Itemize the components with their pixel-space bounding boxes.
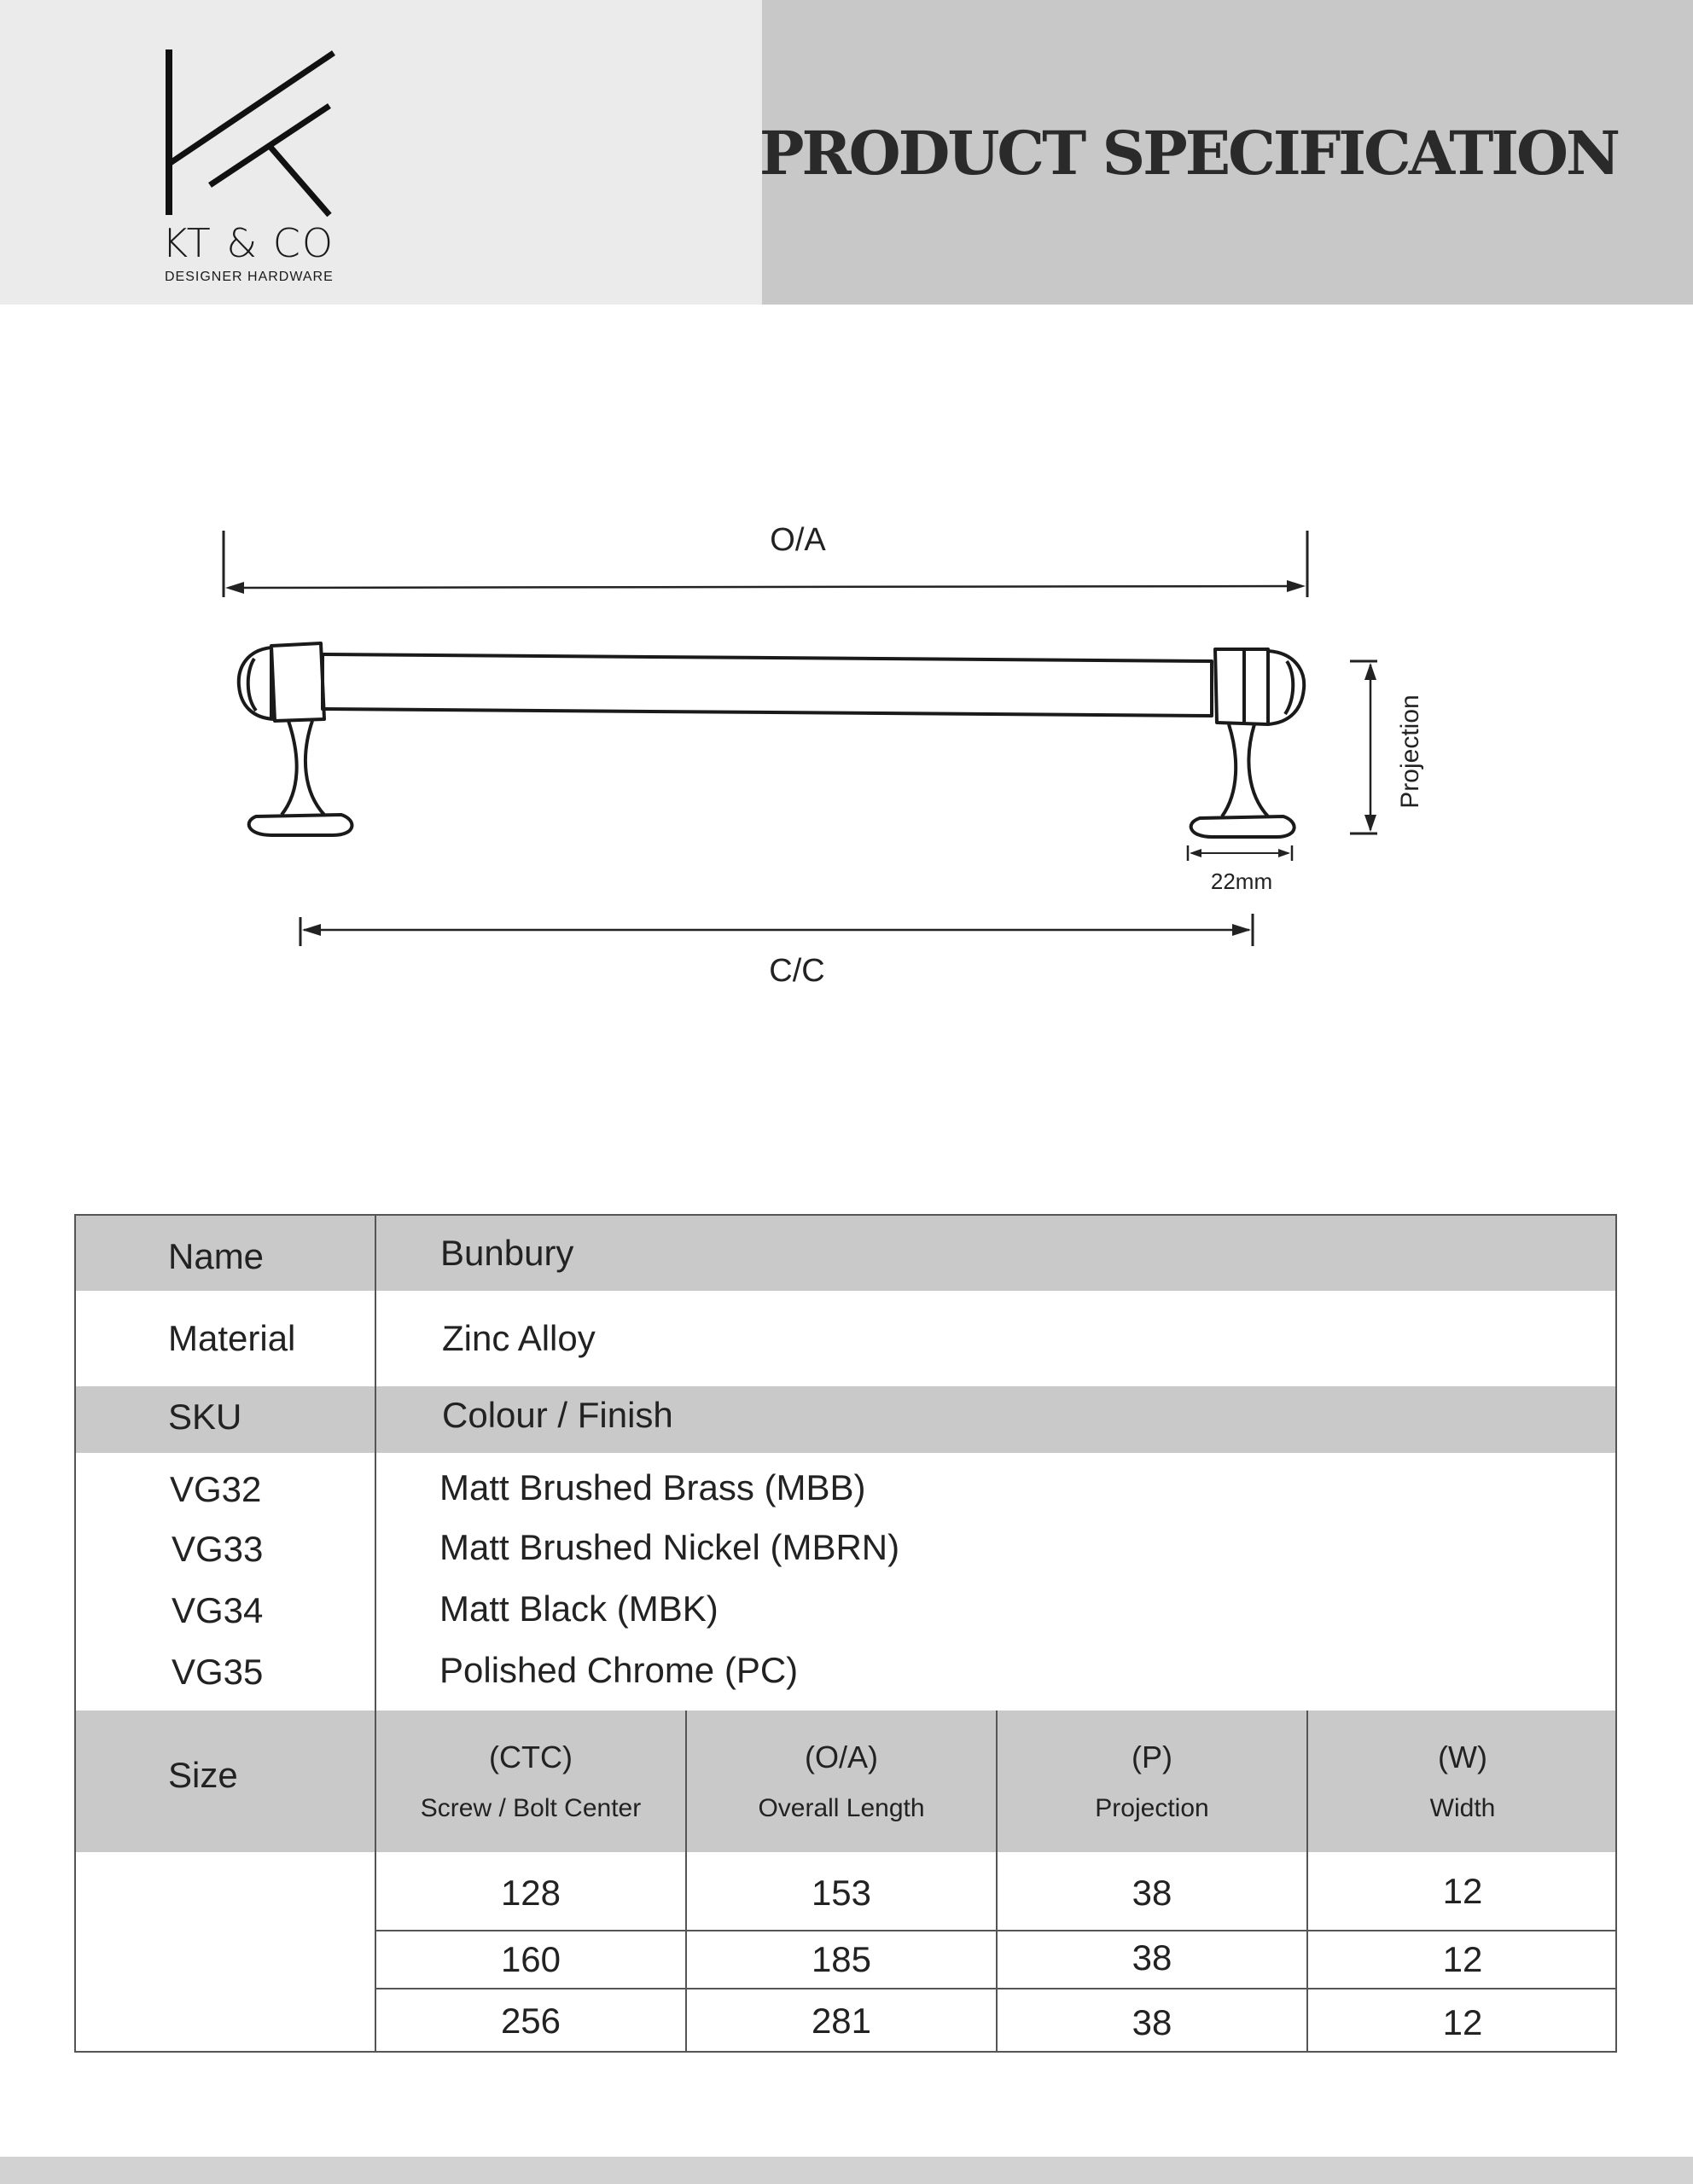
label-column-divider — [375, 1216, 376, 2051]
size-p-value: 38 — [1132, 2002, 1172, 2042]
projection-dimension — [1350, 661, 1424, 834]
page-title: PRODUCT SPECIFICATION — [759, 118, 1618, 189]
column-desc: Screw / Bolt Center — [420, 1794, 642, 1822]
size-row-divider — [375, 1930, 1617, 1931]
variant-finish: Polished Chrome (PC) — [439, 1650, 799, 1690]
size-column-header-oa — [687, 1740, 996, 1823]
foot-width-label: 22mm — [1210, 868, 1273, 894]
size-ctc-value: 128 — [500, 1873, 561, 1913]
size-oa-value: 153 — [811, 1873, 872, 1913]
specification-table — [74, 1214, 1617, 2053]
size-ctc-value: 256 — [500, 2001, 561, 2041]
variant-finish: Matt Brushed Nickel (MBRN) — [439, 1527, 900, 1567]
column-abbr: (P) — [1132, 1740, 1172, 1774]
foot-width-dimension — [1188, 845, 1292, 894]
column-desc: Overall Length — [758, 1794, 925, 1822]
size-label: Size — [168, 1755, 238, 1795]
variant-sku: VG35 — [172, 1652, 264, 1692]
kt-logo-icon — [159, 44, 346, 224]
size-oa-value: 281 — [811, 2001, 872, 2041]
column-abbr: (W) — [1438, 1740, 1487, 1774]
column-desc: Width — [1429, 1794, 1496, 1822]
variant-finish: Matt Brushed Brass (MBB) — [439, 1467, 866, 1507]
brand-name: KT & CO — [162, 220, 335, 266]
header-logo-panel — [0, 0, 762, 305]
centre-centre-label: C/C — [769, 953, 825, 989]
sku-header-row — [76, 1386, 1615, 1453]
variant-sku: VG34 — [172, 1590, 264, 1630]
projection-label: Projection — [1396, 694, 1424, 809]
material-value: Zinc Alloy — [442, 1318, 596, 1358]
size-w-value: 12 — [1442, 1871, 1483, 1911]
sku-label: SKU — [168, 1397, 242, 1437]
size-ctc-value: 160 — [500, 1939, 561, 1979]
size-row-divider — [375, 1988, 1617, 1989]
name-row — [76, 1216, 1615, 1291]
size-p-value: 38 — [1132, 1937, 1172, 1978]
size-column-header-p — [998, 1740, 1306, 1823]
column-abbr: (CTC) — [489, 1740, 573, 1774]
size-column-header-w — [1308, 1740, 1617, 1823]
finish-label: Colour / Finish — [442, 1395, 673, 1435]
header-title-panel — [759, 0, 1693, 305]
footer-bar — [0, 2157, 1693, 2184]
overall-length-dimension — [224, 522, 1307, 597]
name-label: Name — [168, 1236, 265, 1276]
centre-centre-dimension — [300, 914, 1253, 989]
material-label: Material — [168, 1318, 296, 1358]
size-w-value: 12 — [1442, 2002, 1483, 2042]
size-column-header-ctc — [376, 1740, 685, 1823]
overall-length-label: O/A — [770, 522, 826, 558]
size-w-value: 12 — [1442, 1939, 1483, 1979]
variant-sku: VG32 — [170, 1469, 262, 1509]
column-desc: Projection — [1095, 1794, 1209, 1822]
size-p-value: 38 — [1132, 1873, 1172, 1913]
brand-tagline: DESIGNER HARDWARE — [165, 270, 334, 284]
column-abbr: (O/A) — [805, 1740, 878, 1774]
size-oa-value: 185 — [811, 1939, 872, 1979]
handle-drawing — [0, 305, 1693, 1166]
handle-outline — [239, 643, 1304, 837]
variant-sku: VG33 — [172, 1529, 264, 1569]
variant-finish: Matt Black (MBK) — [439, 1589, 719, 1629]
name-value: Bunbury — [440, 1233, 574, 1273]
